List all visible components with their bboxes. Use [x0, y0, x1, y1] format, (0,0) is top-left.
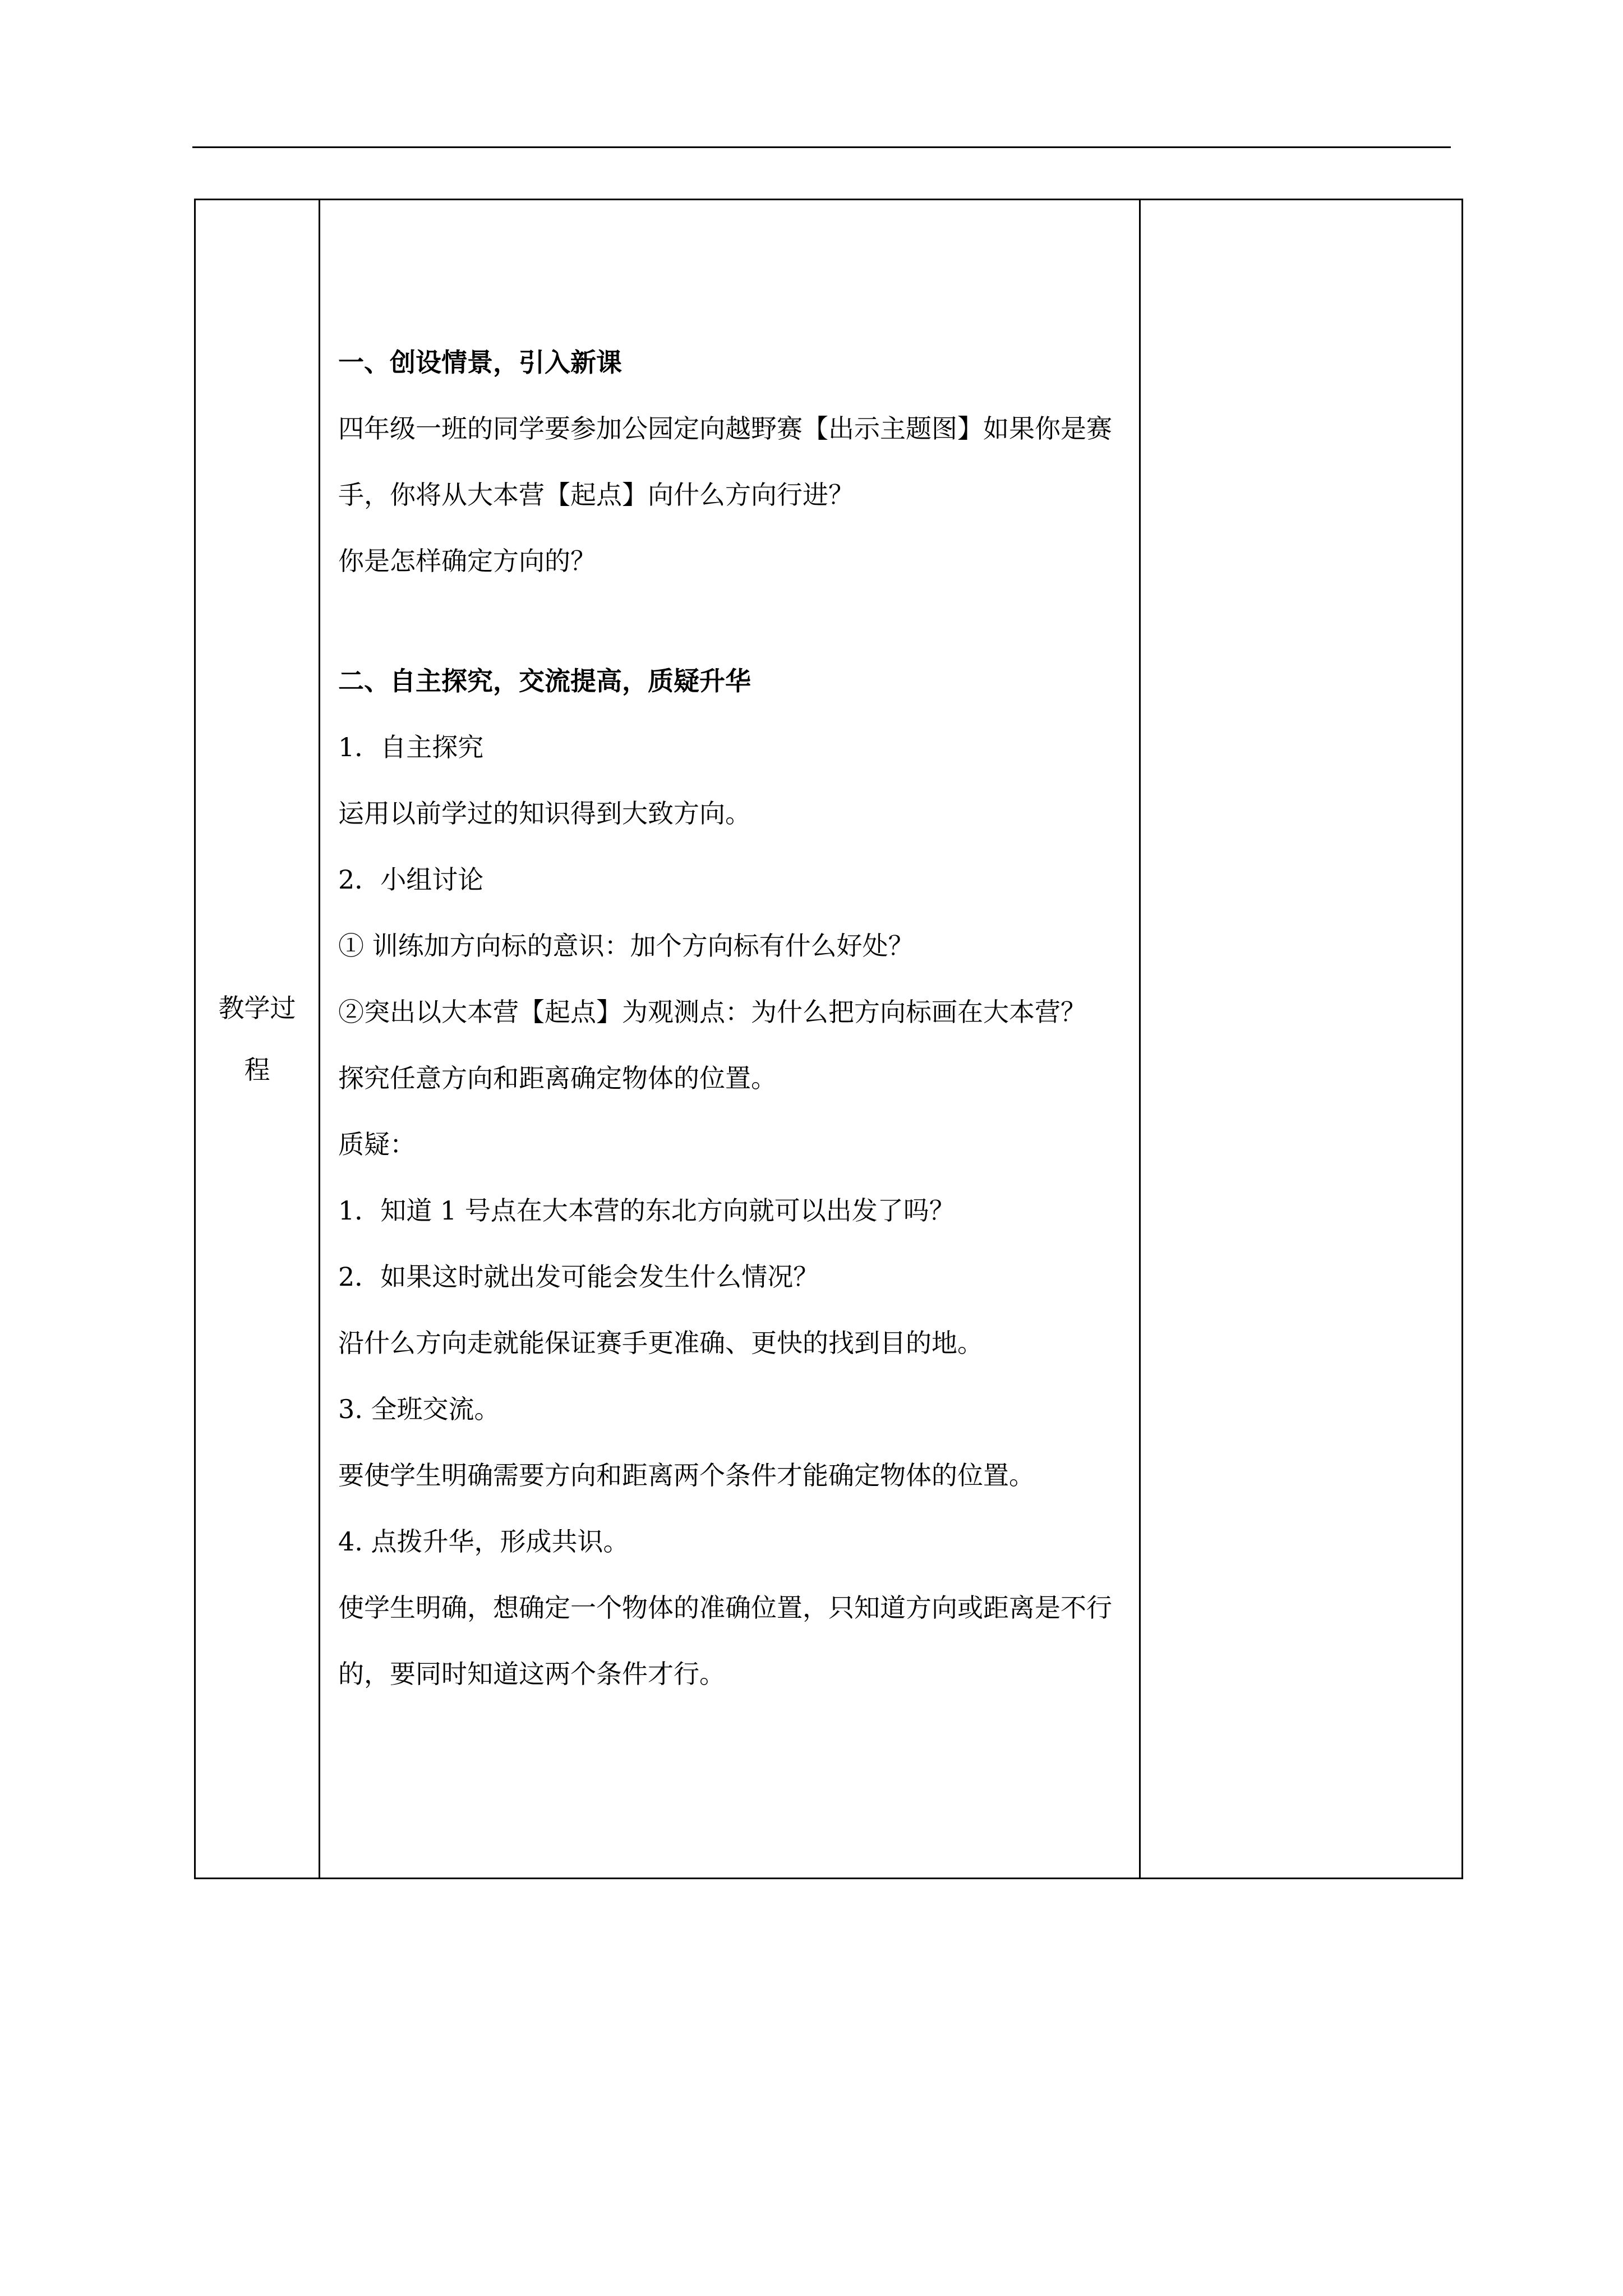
list-item: 3. 全班交流。 — [338, 1394, 500, 1424]
discussion-point: ②突出以大本营【起点】为观测点：为什么把方向标画在大本营？ — [338, 997, 1086, 1027]
discussion-point: ① 训练加方向标的意识：加个方向标有什么好处？ — [338, 931, 914, 961]
question-item: 沿什么方向走就能保证赛手更准确、更快的找到目的地。 — [338, 1328, 983, 1358]
section-label: 教学过程 — [218, 993, 296, 1085]
content-body — [320, 200, 1139, 1707]
content-cell — [320, 200, 1140, 1879]
question-item: 1．知道 1 号点在大本营的东北方向就可以出发了吗？ — [338, 1195, 955, 1226]
list-item-text: 运用以前学过的知识得到大致方向。 — [338, 798, 751, 829]
header-rule — [192, 146, 1451, 148]
list-item: 1．自主探究 — [338, 732, 484, 762]
spacer — [338, 594, 1122, 648]
question-item: 2．如果这时就出发可能会发生什么情况？ — [338, 1262, 819, 1292]
table-row — [195, 200, 1463, 1879]
lesson-plan-table — [194, 199, 1463, 1879]
section-label-cell — [195, 200, 320, 1879]
notes-cell — [1140, 200, 1463, 1879]
question-label: 质疑： — [338, 1129, 416, 1159]
list-item-text: 使学生明确，想确定一个物体的准确位置，只知道方向或距离是不行的，要同时知道这两个条件才行。 — [338, 1593, 1112, 1689]
paragraph-question: 你是怎样确定方向的？ — [338, 546, 596, 576]
paragraph-explore: 探究任意方向和距离确定物体的位置。 — [338, 1063, 777, 1093]
paragraph-scenario: 四年级一班的同学要参加公园定向越野赛【出示主题图】如果你是赛手，你将从大本营【起点】向什么方向行进？ — [338, 413, 1112, 510]
list-item: 4. 点拨升华，形成共识。 — [338, 1526, 629, 1557]
heading-introduction: 一、创设情景，引入新课 — [338, 347, 622, 378]
heading-exploration: 二、自主探究，交流提高，质疑升华 — [338, 666, 751, 696]
list-item: 2．小组讨论 — [338, 864, 484, 895]
list-item-text: 要使学生明确需要方向和距离两个条件才能确定物体的位置。 — [338, 1460, 1035, 1490]
